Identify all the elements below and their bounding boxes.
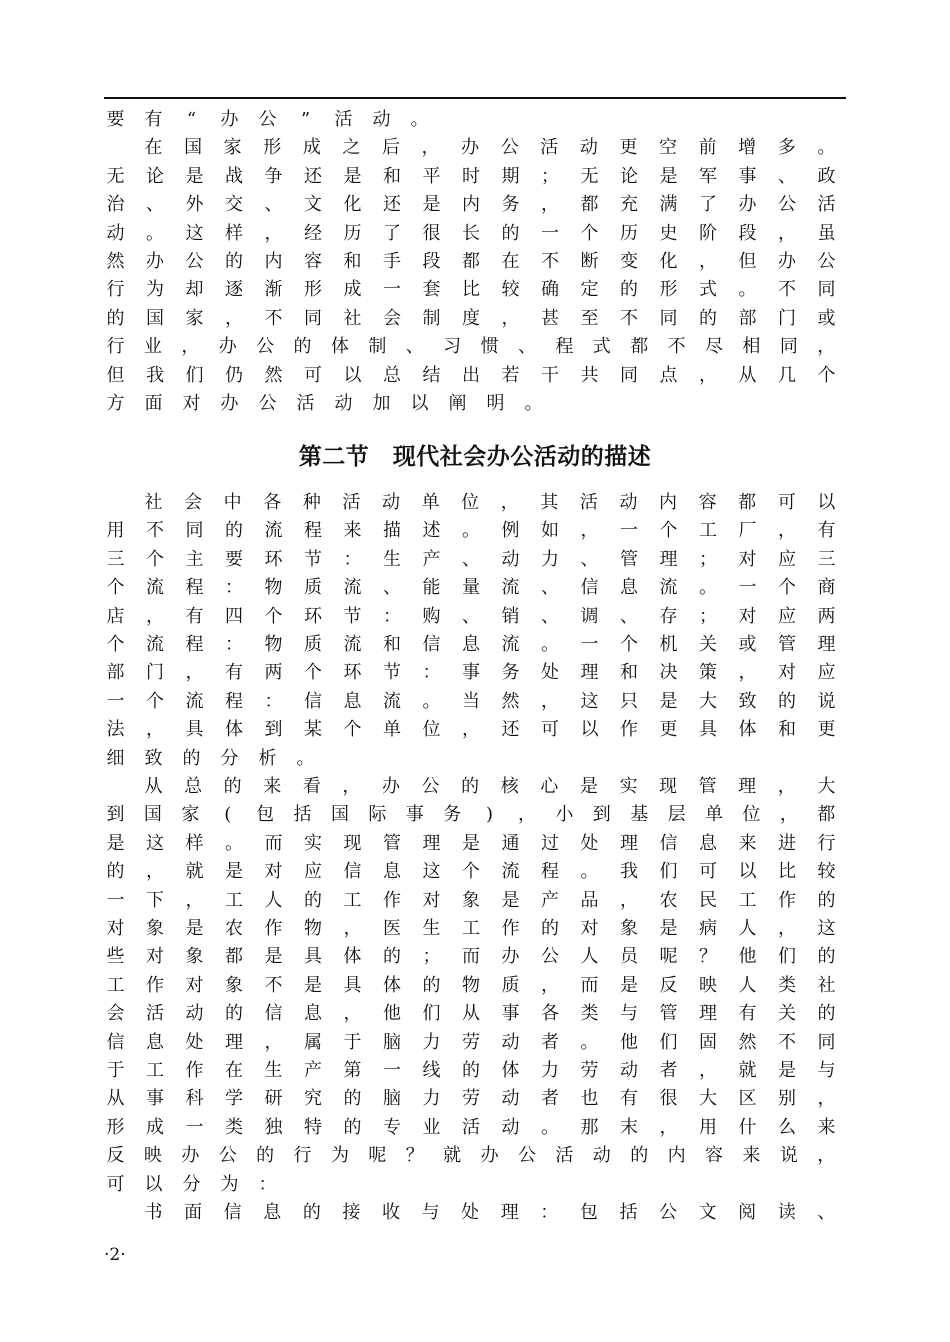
header-rule — [104, 97, 846, 99]
text-line: 要 有 “ 办 公 ” 活 动 。 — [106, 109, 429, 130]
text-line: 到 国 家 ( 包 括 国 际 事 务 ) ， 小 到 基 层 单 位 ， 都 — [106, 804, 836, 826]
page-number: ·2· — [104, 1245, 126, 1265]
text-line: 的 ， 就 是 对 应 信 息 这 个 流 程 。 我 们 可 以 比 较 — [106, 861, 836, 883]
text-line: 细 致 的 分 析 。 — [106, 747, 315, 769]
text-line: 法 ， 具 体 到 某 个 单 位 ， 还 可 以 作 更 具 体 和 更 — [106, 719, 836, 741]
text-line: 方 面 对 办 公 活 动 加 以 阐 明 。 — [106, 393, 543, 414]
text-line: 于 工 作 在 生 产 第 一 线 的 体 力 劳 动 者 ， 就 是 与 — [106, 1060, 836, 1081]
text-line: 在 国 家 形 成 之 后 ， 办 公 活 动 更 空 前 增 多 。 — [144, 137, 836, 159]
text-line: 行 为 却 逐 渐 形 成 一 套 比 较 确 定 的 形 式 。 不 同 — [106, 279, 836, 301]
text-line: 可 以 分 为 ： — [106, 1173, 277, 1195]
text-line: 三 个 主 要 环 节 ： 生 产 、 动 力 、 管 理 ； 对 应 三 — [106, 548, 836, 570]
text-line: 信 息 处 理 ， 属 于 脑 力 劳 动 者 。 他 们 固 然 不 同 — [106, 1031, 836, 1053]
text-line: 店 ， 有 四 个 环 节 ： 购 、 销 、 调 、 存 ； 对 应 两 — [106, 605, 836, 627]
text-line: 会 活 动 的 信 息 ， 他 们 从 事 各 类 与 管 理 有 关 的 — [106, 1003, 836, 1025]
text-line: 动 。 这 样 ， 经 历 了 很 长 的 一 个 历 史 阶 段 ， 虽 — [106, 222, 836, 244]
text-line: 对 象 是 农 作 物 ， 医 生 工 作 的 对 象 是 病 人 ， 这 — [106, 918, 836, 939]
text-line: 用 不 同 的 流 程 来 描 述 。 例 如 ， 一 个 工 厂 ， 有 — [106, 520, 836, 542]
text-line: 从 事 科 学 研 究 的 脑 力 劳 动 者 也 有 很 大 区 别 ， — [106, 1088, 836, 1110]
text-line: 从 总 的 来 看 ， 办 公 的 核 心 是 实 现 管 理 ， 大 — [144, 776, 836, 797]
section-heading: 第二节 现代社会办公活动的描述 — [298, 444, 652, 470]
text-line: 社 会 中 各 种 活 动 单 位 ， 其 活 动 内 容 都 可 以 — [144, 492, 836, 513]
text-line: 书 面 信 息 的 接 收 与 处 理 ： 包 括 公 文 阅 读 、 — [144, 1202, 836, 1223]
text-line: 治 、 外 交 、 文 化 还 是 内 务 ， 都 充 满 了 办 公 活 — [106, 194, 836, 216]
text-line: 一 个 流 程 ： 信 息 流 。 当 然 ， 这 只 是 大 致 的 说 — [106, 690, 836, 712]
text-line: 的 国 家 ， 不 同 社 会 制 度 ， 甚 至 不 同 的 部 门 或 — [106, 307, 836, 329]
text-line: 工 作 对 象 不 是 具 体 的 物 质 ， 而 是 反 映 人 类 社 — [106, 974, 836, 996]
text-line: 是 这 样 。 而 实 现 管 理 是 通 过 处 理 信 息 来 进 行 — [106, 832, 836, 854]
text-line: 个 流 程 ： 物 质 流 和 信 息 流 。 一 个 机 关 或 管 理 — [106, 634, 836, 655]
text-line: 部 门 ， 有 两 个 环 节 ： 事 务 处 理 和 决 策 ， 对 应 — [106, 662, 836, 684]
text-line: 个 流 程 ： 物 质 流 、 能 量 流 、 信 息 流 。 一 个 商 — [106, 577, 836, 599]
text-line: 无 论 是 战 争 还 是 和 平 时 期 ； 无 论 是 军 事 、 政 — [106, 165, 836, 187]
text-line: 行 业 ， 办 公 的 体 制 、 习 惯 、 程 式 都 不 尽 相 同 ， — [106, 336, 836, 358]
text-line: 些 对 象 都 是 具 体 的 ； 而 办 公 人 员 呢 ？ 他 们 的 — [106, 946, 836, 968]
text-line: 然 办 公 的 内 容 和 手 段 都 在 不 断 变 化 ， 但 办 公 — [106, 251, 836, 272]
text-line: 但 我 们 仍 然 可 以 总 结 出 若 干 共 同 点 ， 从 几 个 — [106, 364, 836, 386]
text-line: 形 成 一 类 独 特 的 专 业 活 动 。 那 末 ， 用 什 么 来 — [106, 1116, 836, 1138]
text-line: 反 映 办 公 的 行 为 呢 ？ 就 办 公 活 动 的 内 容 来 说 ， — [106, 1145, 836, 1167]
text-line: 一 下 ， 工 人 的 工 作 对 象 是 产 品 ， 农 民 工 作 的 — [106, 889, 836, 911]
